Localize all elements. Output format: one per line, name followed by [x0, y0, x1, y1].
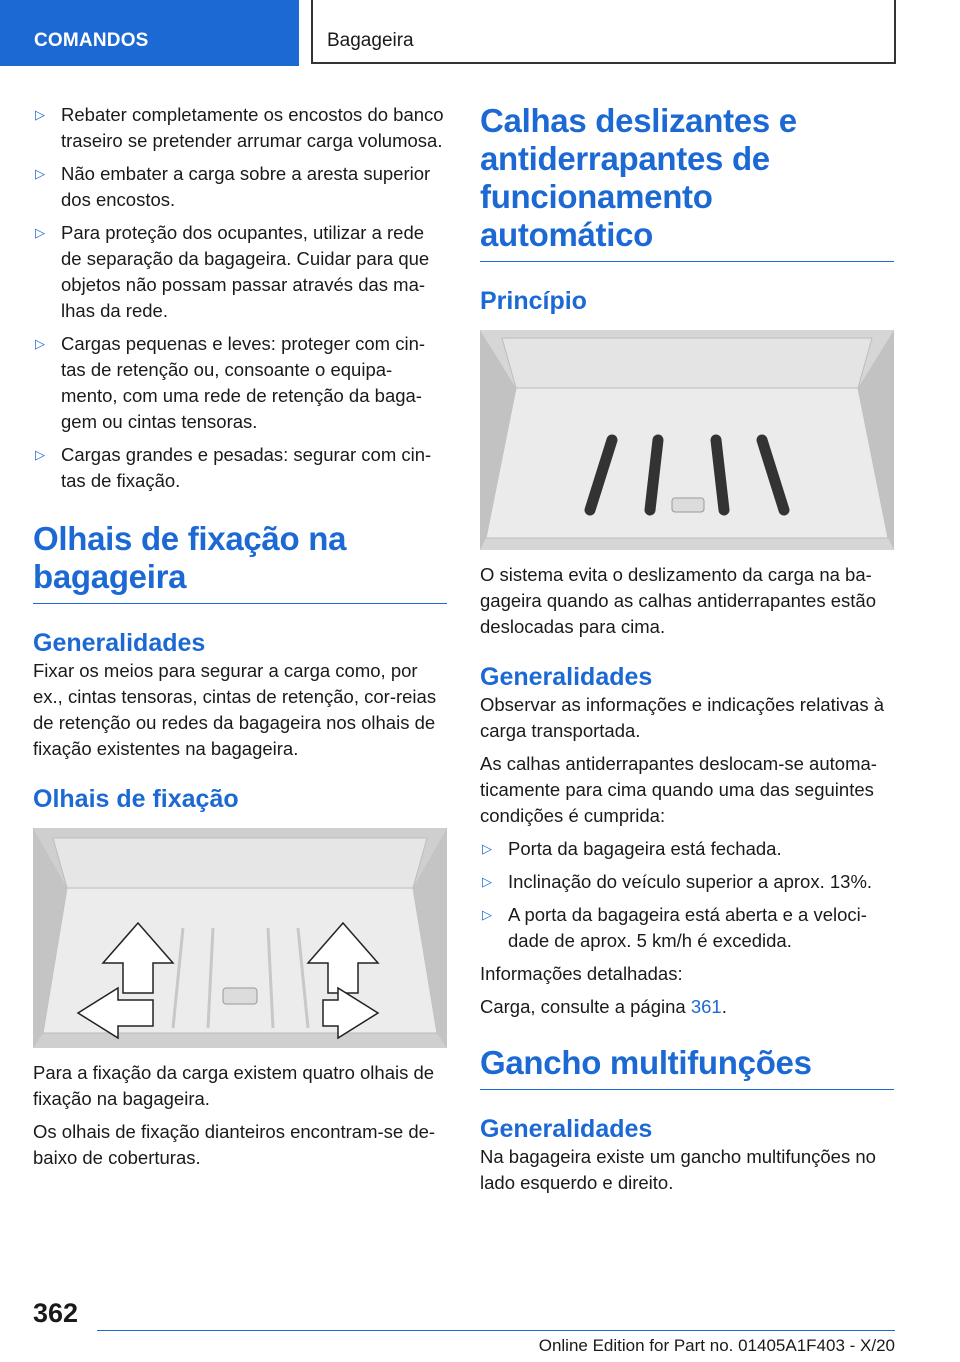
- section-title-calhas: Calhas deslizantes e antiderrapantes de funcionamento automático: [480, 102, 894, 262]
- bullet-triangle-icon: ▷: [482, 874, 492, 889]
- list-item: ▷ Cargas grandes e pesadas: segurar com cin-tas de fixação.: [35, 444, 432, 491]
- list-item: ▷ Para proteção dos ocupantes, utilizar a rede de separação da bagageira. Cuidar para que objetos não possam passar através das ma-lhas da rede.: [35, 222, 430, 321]
- subheading-principio: Princípio: [480, 287, 587, 315]
- bullet-triangle-icon: ▷: [35, 447, 45, 462]
- generalidades-text-1: Observar as informações e indicações relativas à carga transportada.: [480, 694, 885, 741]
- subheading-generalidades-gancho: Generalidades: [480, 1115, 653, 1143]
- generalidades-text-2: As calhas antiderrapantes deslocam-se automa-ticamente para cima quando uma das seguintes condições é cumprida:: [480, 753, 877, 826]
- right-column: [480, 102, 894, 1203]
- list-item: ▷ Não embater a carga sobre a aresta superior dos encostos.: [35, 163, 431, 210]
- details-reference: Carga, consulte a página 361.: [480, 996, 727, 1017]
- bullet-triangle-icon: ▷: [35, 336, 45, 351]
- bullet-triangle-icon: ▷: [482, 841, 492, 856]
- subheading-generalidades: Generalidades: [33, 629, 206, 657]
- list-item: ▷ Porta da bagageira está fechada.: [480, 836, 894, 862]
- left-column: [33, 102, 447, 1178]
- list-item: ▷ Cargas pequenas e leves: proteger com cin-tas de retenção ou, consoante o equipa-mento, com uma rede de retenção da baga-gem ou cintas tensoras.: [35, 333, 426, 432]
- image-caption-1: Para a fixação da carga existem quatro olhais de fixação na bagageira.: [33, 1062, 435, 1109]
- bullet-triangle-icon: ▷: [482, 907, 492, 922]
- gancho-text: Na bagageira existe um gancho multifunções no lado esquerdo e direito.: [480, 1146, 876, 1193]
- principio-text: O sistema evita o deslizamento da carga na ba-gageira quando as calhas antiderrapantes estão deslocadas para cima.: [480, 564, 876, 637]
- bullet-triangle-icon: ▷: [35, 166, 45, 181]
- conditions-list: [480, 836, 894, 954]
- bullet-triangle-icon: ▷: [35, 225, 45, 240]
- generalidades-text: Fixar os meios para segurar a carga como, por ex., cintas tensoras, cintas de retenção, cor-reias de retenção ou redes da bagageira nos olhais de fixação existentes na bagageira.: [33, 660, 437, 759]
- image-caption-2: Os olhais de fixação dianteiros encontram-se de-baixo de coberturas.: [33, 1121, 436, 1168]
- page-reference-link[interactable]: 361: [690, 996, 722, 1017]
- section-title-gancho: Gancho multifunções: [480, 1044, 894, 1090]
- safety-bullet-list: [33, 102, 447, 494]
- subheading-generalidades-calhas: Generalidades: [480, 663, 653, 691]
- list-item: ▷ Inclinação do veículo superior a aprox. 13%.: [480, 869, 894, 895]
- footer-edition: Online Edition for Part no. 01405A1F403 - X/20: [538, 1336, 895, 1355]
- subheading-olhais-fixacao: Olhais de fixação: [33, 785, 239, 813]
- section-title-olhais: Olhais de fixação na bagageira: [33, 520, 447, 604]
- details-label: Informações detalhadas:: [480, 963, 683, 984]
- page-header: [0, 0, 960, 66]
- trunk-anchor-points-image: [33, 828, 447, 1048]
- list-item: ▷ A porta da bagageira está aberta e a veloci-dade de aprox. 5 km/h é excedida.: [482, 904, 867, 951]
- chapter-label: Bagageira: [311, 0, 896, 64]
- page-number: 362: [33, 1298, 79, 1328]
- footer-divider: [97, 1330, 895, 1331]
- bullet-triangle-icon: ▷: [35, 107, 45, 122]
- anti-slip-rails-image: [480, 330, 894, 550]
- section-label: COMANDOS: [0, 0, 299, 66]
- list-item: ▷ Rebater completamente os encostos do banco traseiro se pretender arrumar carga volumosa.: [35, 104, 444, 151]
